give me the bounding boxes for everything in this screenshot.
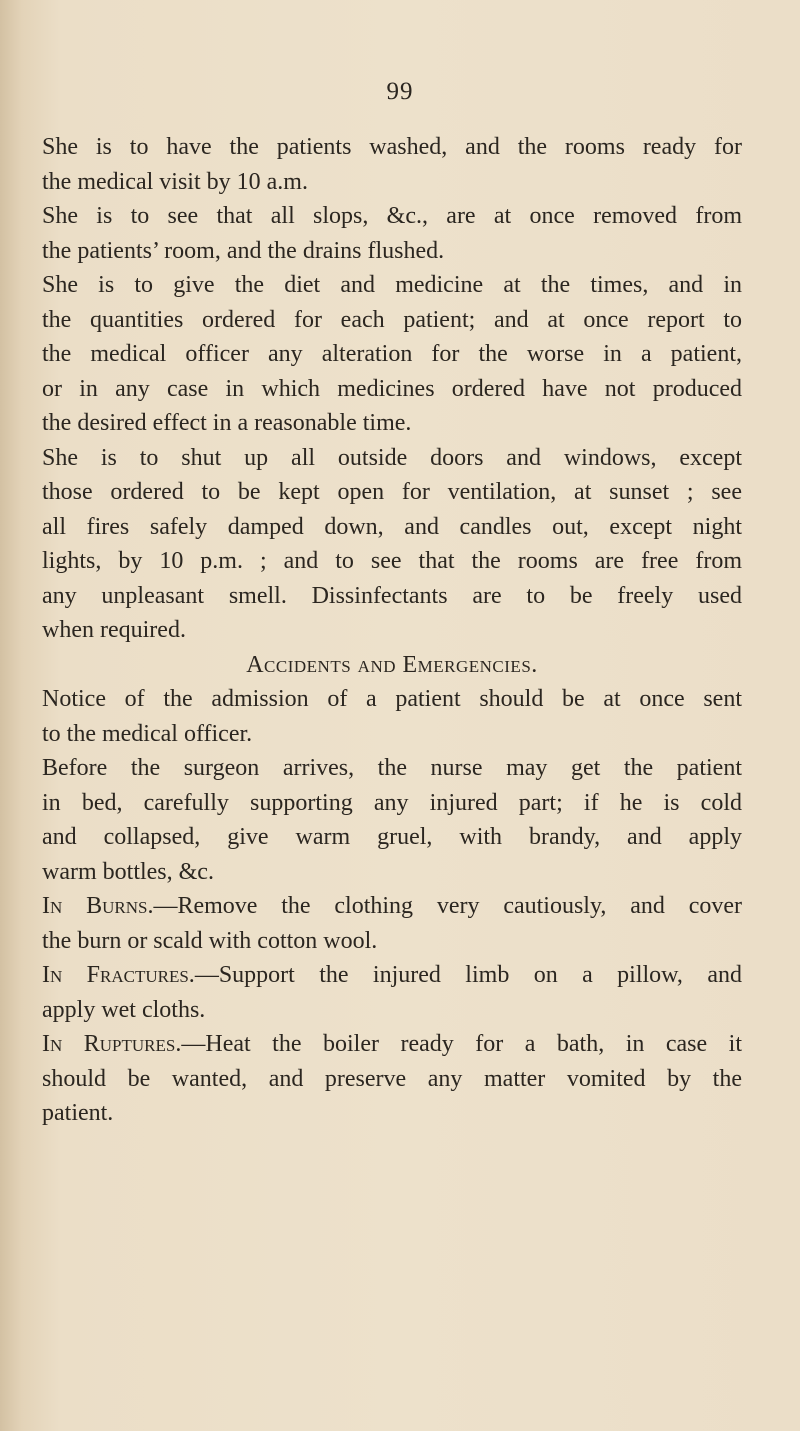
page-number: 99 (386, 78, 414, 105)
text-line: warm bottles, &c. (42, 858, 214, 885)
burns-text: —Remove the clothing very cautiously, and cover (153, 893, 743, 919)
text-line: any unpleasant smell. Dissinfectants are to be freely used (42, 582, 742, 609)
text-line: and collapsed, give warm gruel, with brandy, and apply (42, 824, 742, 850)
paragraph-ruptures (42, 1027, 742, 1131)
text-line (42, 958, 742, 993)
text-line: She is to have the patients washed, and the rooms ready for (42, 134, 742, 160)
paragraph-before-surgeon (42, 751, 742, 889)
text-line: the quantities ordered for each patient; and at once report to (42, 306, 742, 333)
paragraph-fractures (42, 958, 742, 1027)
paragraph-diet-medicine (42, 268, 742, 441)
text-line (42, 889, 742, 924)
burns-lead: In Burns. (42, 893, 154, 919)
text-line: the medical officer any alteration for the worse in a patient, (42, 341, 742, 367)
text-line: those ordered to be kept open for ventilation, at sunset ; see (42, 479, 742, 505)
fractures-lead: In Fractures. (42, 962, 195, 988)
paragraph-doors-windows (42, 441, 742, 648)
text-line: apply wet cloths. (42, 996, 206, 1023)
paragraph-burns (42, 889, 742, 958)
text-line: the burn or scald with cotton wool. (42, 927, 378, 954)
text-line: Notice of the admission of a patient should be at once sent (42, 686, 742, 712)
paragraph-notice-admission (42, 682, 742, 751)
text-line: the desired effect in a reasonable time. (42, 410, 412, 436)
text-line: patient. (42, 1100, 114, 1126)
text-line: She is to give the diet and medicine at the times, and in (42, 272, 742, 298)
text-line: all fires safely damped down, and candles out, except night (42, 513, 742, 540)
text-line: Before the surgeon arrives, the nurse may get the patient (42, 755, 742, 781)
text-line (42, 1027, 742, 1062)
text-line: the patients’ room, and the drains flushed. (42, 237, 445, 264)
text-line: She is to see that all slops, &c., are at once removed from (42, 203, 742, 229)
text-line: the medical visit by 10 a.m. (42, 168, 308, 195)
ruptures-text: —Heat the boiler ready for a bath, in case it (181, 1031, 742, 1057)
paragraph-slops-removed (42, 199, 742, 268)
text-line: She is to shut up all outside doors and windows, except (42, 444, 742, 471)
page-body (42, 130, 742, 1131)
text-line: when required. (42, 617, 186, 643)
paragraph-patients-washed (42, 130, 742, 199)
text-line: to the medical officer. (42, 720, 253, 747)
ruptures-lead: In Ruptures. (42, 1031, 182, 1057)
fractures-text: —Support the injured limb on a pillow, and (194, 962, 742, 988)
text-line: in bed, carefully supporting any injured part; if he is cold (42, 789, 742, 816)
text-line: or in any case in which medicines ordered have not produced (42, 375, 742, 402)
text-line: lights, by 10 p.m. ; and to see that the rooms are free from (42, 548, 742, 574)
section-heading: Accidents and Emergencies. (246, 651, 538, 678)
text-line: should be wanted, and preserve any matter vomited by the (42, 1065, 742, 1092)
